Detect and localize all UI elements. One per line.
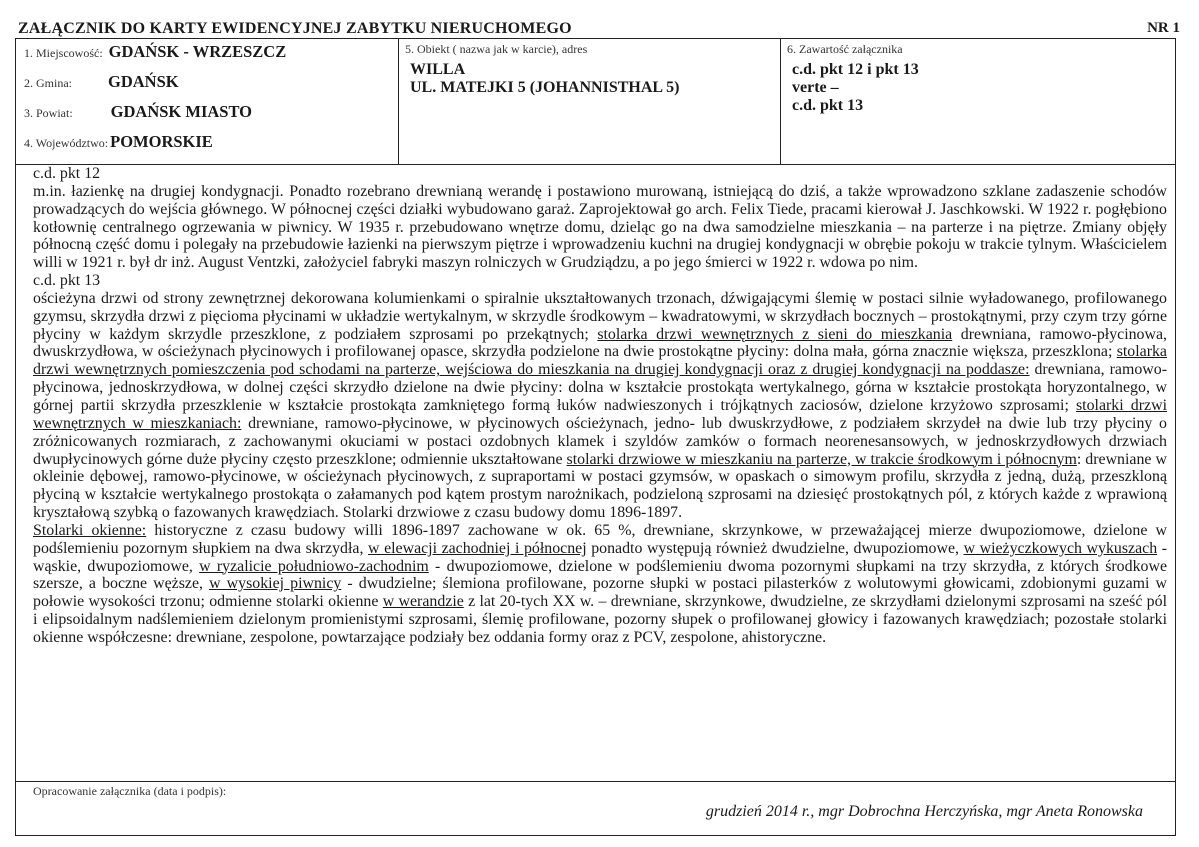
field-value: GDAŃSK - WRZESZCZ xyxy=(108,42,287,61)
underlined-term: stolarki drzwi wewnętrznych w mieszkaniach: xyxy=(33,396,1167,432)
object-address xyxy=(410,61,680,97)
contents-line: c.d. pkt 13 xyxy=(792,97,864,114)
text-run: z lat 20-tych XX w. – drewniane, skrzynkowe, dwudzielne, ze skrzydłami dzielonymi szprosami na sześć pól i elipsoidalnym nadślemieniem dzielonym promienistymi szprosami, ślemię profilowane, pozorny słupek o profilowanej głowicy i fazowanych krawędziach; pozostałe stolarki okienne współczesne: drewniane, zespolone, powtarzające podziały bez oddania formy oraz z PCV, zespolone, ahistoryczne. xyxy=(33,593,1167,646)
field-gmina xyxy=(24,72,179,96)
text-run: ościeżyna drzwi od strony zewnętrznej dekorowana kolumienkami o spiralnie ukształtowanych trzonach, dźwigającymi ślemię w postaci silnie wyładowanego, profilowanego gzymsu, skrzydła drzwi z pięcioma płycinami w układzie wertykalnym, w skrzydle środkowym – kwadratowymi, w skrzydłach bocznych – prostokątnymi, przy czym trzy górne płyciny w każdym skrzydle przeszklone, z podziałem szprosami po przekątnych; xyxy=(33,289,1167,343)
field-wojewodztwo xyxy=(24,132,213,156)
field-powiat xyxy=(24,102,252,126)
document-body xyxy=(33,165,1167,647)
contents-list xyxy=(792,61,919,115)
underlined-term: stolarka drzwi wewnętrznych z sieni do mieszkania xyxy=(597,325,953,343)
document-number: NR 1 xyxy=(1147,20,1180,36)
signature-line: grudzień 2014 r., mgr Dobrochna Herczyńska, mgr Aneta Ronowska xyxy=(705,803,1143,820)
text-run: - wąskie, dwupoziomowe, xyxy=(33,539,1168,575)
text-run: historyczne z czasu budowy willi 1896-1897 zachowane w ok. 65 %, drewniane, skrzynkowe, w przeważającej mierze dwupoziomowe, dzielone w podślemieniu pozornym słupkiem na dwa skrzydła, xyxy=(33,521,1167,557)
section-heading-13: c.d. pkt 13 xyxy=(33,272,101,290)
text-run: drewniana, ramowo-płycinowa, dwuskrzydłowa, w ościeżynach płycinowych i profilowanej opasce, skrzydła podzielone na dwie prostokątne płyciny: dolna mała, górna znacznie większa, przeszklona; xyxy=(33,325,1168,361)
field-label: 4. Województwo: xyxy=(24,136,109,150)
text-run: - dwudzielne; ślemiona profilowane, pozorne słupki w postaci pilasterków z wolutowymi głowicami, zdobionymi guzami w połowie wysokości trzonu; odmienne stolarki okienne xyxy=(33,575,1167,611)
text-run: drewniana, ramowo-płycinowa, jednoskrzydłowa, w dolnej części skrzydło dzielone na dwie płyciny: dolna w kształcie prostokąta wertykalnego, górna w kształcie prostokąta horyzontalnego, w górnej partii skrzydła przeszklenie w kształcie prostokąta zamkniętego formą łuków nadwieszonych i trójkątnych zaciosów, dzielone krzyżowo szprosami; xyxy=(33,361,1167,414)
field-miejscowosc xyxy=(24,42,286,66)
location-column xyxy=(16,39,399,164)
field-label: 6. Zawartość załącznika xyxy=(787,42,903,56)
field-label: 2. Gmina: xyxy=(24,76,72,90)
text-run: ponadto występują również dwudzielne, dwupoziomowe, xyxy=(586,539,964,557)
field-value: POMORSKIE xyxy=(110,132,213,151)
field-value: GDAŃSK xyxy=(108,72,179,91)
form-frame xyxy=(15,38,1176,836)
doors-paragraph xyxy=(33,290,1167,522)
object-street: UL. MATEJKI 5 (JOHANNISTHAL 5) xyxy=(410,79,680,96)
underlined-term: Stolarki okienne: xyxy=(33,521,147,539)
underlined-term: w ryzalicie południowo-zachodnim xyxy=(199,557,429,575)
text-run: : drewniane w okleinie dębowej, ramowo-płycinowe, w ościeżynach płycinowych, z supraportami w postaci gzymsów, w opaskach o simowym profilu, skrzydła z jedną, dużą, przeszkloną płyciną w kształcie wertykalnego prostokąta o załamanych pod kątem prostym narożnikach, podzieloną szprosami na dziesięć prostokątnych pól, z których każde z wprawioną kryształową szybką o fazowanych krawędziach. Stolarki drzwiowe z czasu budowy domu 1896-1897. xyxy=(33,450,1167,522)
prepared-by-label: Opracowanie załącznika (data i podpis): xyxy=(33,784,227,798)
section-heading-12: c.d. pkt 12 xyxy=(33,165,101,182)
header-table xyxy=(16,39,1175,165)
contents-line: c.d. pkt 12 i pkt 13 xyxy=(792,61,919,78)
underlined-term: stolarki drzwiowe w mieszkaniu na parterze, w trakcie środkowym i północnym xyxy=(566,450,1077,468)
underlined-term: stolarka drzwi wewnętrznych pomieszczenia pod schodami na parterze, wejściowa do mieszkania na drugiej kondygnacji oraz z drugiej kondygnacji na poddasze: xyxy=(33,343,1167,379)
text-run: - dwupoziomowe, dzielone w podślemieniu dwoma pozornymi słupkami na trzy skrzydła, z których środkowe szersze, a boczne węższe, xyxy=(33,557,1167,593)
field-value: GDAŃSK MIASTO xyxy=(110,102,253,121)
object-name: WILLA xyxy=(410,61,466,78)
underlined-term: w wieżyczkowych wykuszach xyxy=(963,539,1158,557)
windows-paragraph xyxy=(33,522,1167,647)
footer xyxy=(16,781,1175,836)
field-label: 5. Obiekt ( nazwa jak w karcie), adres xyxy=(405,42,588,56)
contents-column xyxy=(781,39,1175,164)
text-run: drewniane, ramowo-płycinowe, w płycinowych ościeżynach, jedno- lub dwuskrzydłowe, z podziałem skrzydeł na dwie lub trzy płyciny o zróżnicowanych rozmiarach, z zachowanymi okuciami w postaci ozdobnych klamek i szyldów zamków o formach neorenesansowych, w jednoskrzydłowych drzwiach dwupłycinowych górne duże płyciny często przeszklone; odmiennie ukształtowane xyxy=(33,414,1167,468)
document-header xyxy=(18,18,1180,38)
underlined-term: w wysokiej piwnicy xyxy=(209,575,342,593)
object-column xyxy=(399,39,781,164)
underlined-term: w elewacji zachodniej i północnej xyxy=(368,539,587,557)
document-title: ZAŁĄCZNIK DO KARTY EWIDENCYJNEJ ZABYTKU NIERUCHOMEGO xyxy=(18,20,572,37)
field-label: 1. Miejscowość: xyxy=(24,46,103,60)
underlined-term: w werandzie xyxy=(382,593,464,611)
field-label: 3. Powiat: xyxy=(24,106,73,120)
section-text-12: m.in. łazienkę na drugiej kondygnacji. Ponadto rozebrano drewnianą werandę i postawiono murowaną, istniejącą do dziś, a także wprowadzono szklane zadaszenie schodów prowadzących do wejścia głównego. W północnej części działki wybudowano garaż. Zaprojektował go arch. Felix Tiede, pracami kierował J. Jaschkowski. W 1922 r. pogłębiono kotłownię centralnego ogrzewania w piwnicy. W 1935 r. przebudowano wnętrze domu, dzieląc go na dwa samodzielne mieszkania – na parterze i na piętrze. Zmiany objęły północną część domu i polegały na przebudowie łazienki na pierwszym piętrze i wprowadzeniu kuchni na drugiej kondygnacji w obrębie pokoju w trakcie tylnym. Właścicielem willi w 1921 r. był dr inż. August Ventzki, założyciel fabryki maszyn rolniczych w Grudziądzu, a po jego śmierci w 1922 r. wdowa po nim. xyxy=(33,182,1167,272)
contents-line: verte – xyxy=(792,79,839,96)
